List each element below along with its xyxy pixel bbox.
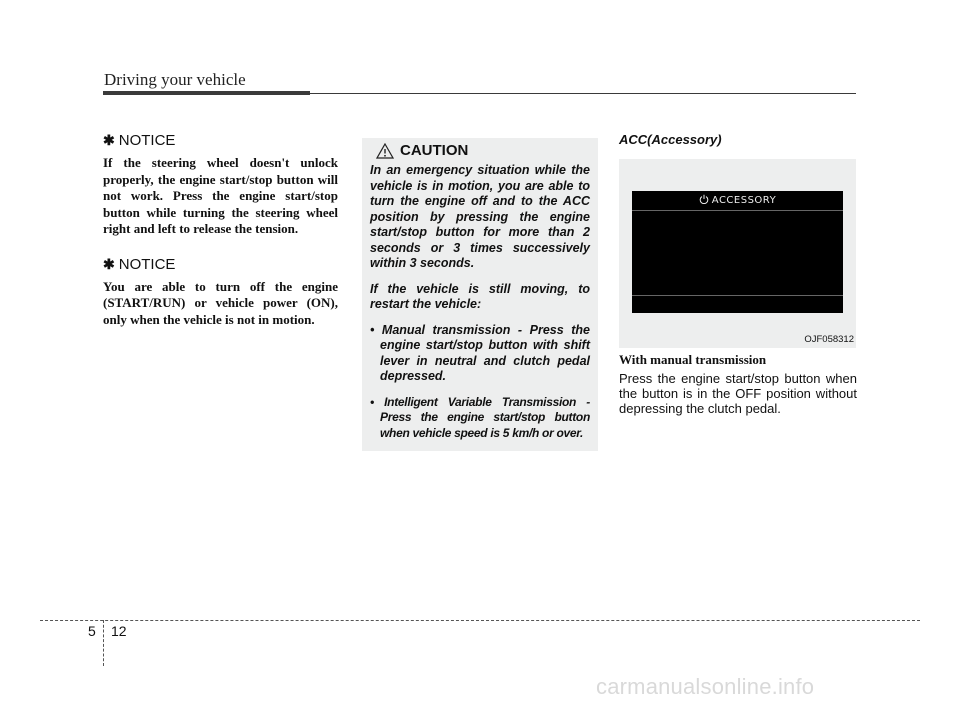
manual-transmission-text: Press the engine start/stop button when the button is in the OFF position without depressing the clutch pedal. [619, 371, 857, 416]
notice-heading [103, 132, 338, 149]
caution-paragraph: If the vehicle is still moving, to restart the vehicle: [370, 281, 590, 311]
cluster-figure [619, 159, 856, 348]
cross-icon: ✱ [103, 132, 115, 148]
page-header-title: Driving your vehicle [104, 70, 246, 89]
left-column [103, 132, 338, 346]
display-divider [632, 295, 843, 296]
caution-list-item: • Manual transmission - Press the engine start/stop button with shift lever in neutral and clutch pedal depressed. [370, 322, 590, 383]
warning-triangle-icon [376, 143, 394, 159]
caution-list [370, 323, 590, 442]
footer-rule [40, 620, 920, 621]
cross-icon: ✱ [103, 255, 115, 272]
display-divider [632, 210, 843, 211]
header-rule-thick [103, 91, 310, 95]
caution-heading [376, 142, 590, 159]
caution-list-item: • Intelligent Variable Transmission - Press the engine start/stop button when vehicle speed is 5 km/h or over. [370, 394, 590, 440]
display-text: ACCESSORY [711, 195, 777, 206]
caution-paragraph: In an emergency situation while the vehicle is in motion, you are able to turn the engine off and to the ACC position by pressing the engine start/stop button for more than 2 seconds or 3 times successively within 3 seconds. [370, 163, 590, 270]
display-label [632, 194, 843, 206]
section-number: 5 [88, 623, 96, 639]
footer-divider [103, 620, 104, 666]
caution-box [362, 138, 598, 451]
cluster-display [632, 191, 843, 313]
header-rule-thin [310, 93, 856, 94]
manual-transmission-heading: With manual transmission [619, 352, 767, 367]
right-column [619, 132, 857, 147]
notice-title: NOTICE [118, 255, 176, 273]
watermark: carmanualsonline.info [596, 674, 815, 699]
acc-heading: ACC(Accessory) [619, 132, 722, 147]
power-icon [699, 194, 709, 204]
caution-title: CAUTION [400, 142, 469, 159]
notice-text: You are able to turn off the engine (START/RUN) or vehicle power (ON), only when the vehicle is not in motion. [103, 278, 338, 327]
notice-title: NOTICE [118, 132, 176, 149]
figure-code: OJF058312 [804, 334, 854, 345]
notice-heading [103, 256, 338, 273]
notice-text: If the steering wheel doesn't unlock properly, the engine start/stop button will not work. Press the engine start/stop button while turning the steering wheel right and left to release the tension. [103, 155, 338, 236]
page-number: 12 [111, 623, 127, 639]
